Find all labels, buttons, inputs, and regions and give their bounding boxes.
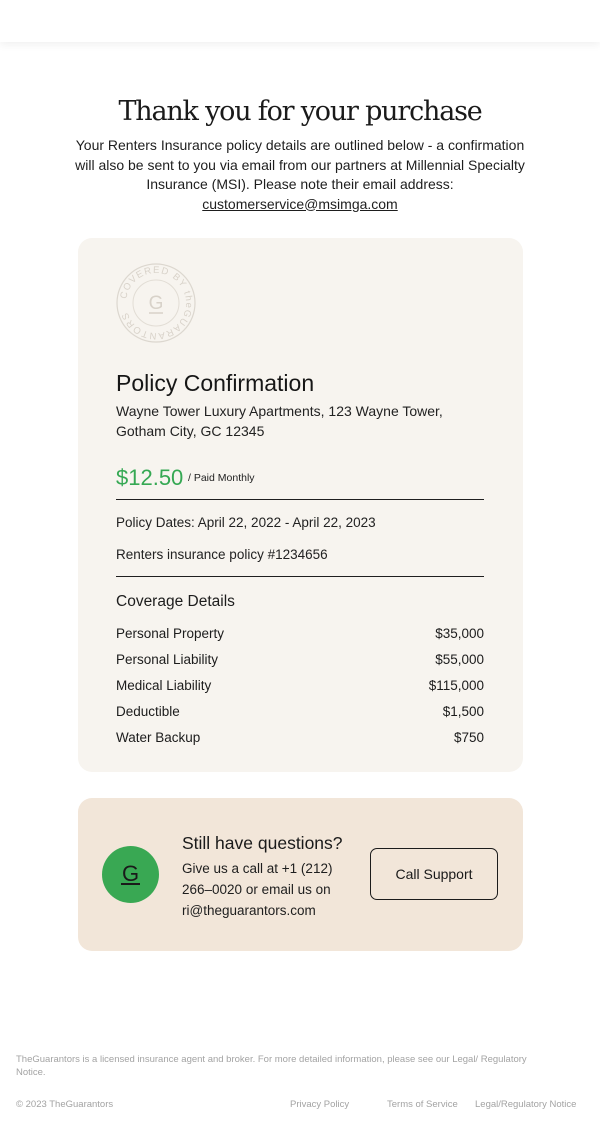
privacy-policy-link[interactable]: Privacy Policy <box>290 1099 350 1110</box>
price-frequency: / Paid Monthly <box>188 472 255 484</box>
coverage-value: $55,000 <box>435 652 484 667</box>
coverage-value: $1,500 <box>442 704 484 719</box>
msi-email-link[interactable]: customerservice@msimga.com <box>202 195 398 212</box>
footer-disclaimer: TheGuarantors is a licensed insurance agent and broker. For more detailed information, please see our Legal/ Regulatory Notice. <box>16 1054 527 1078</box>
coverage-label: Deductible <box>116 704 180 719</box>
divider <box>116 576 484 577</box>
coverage-label: Water Backup <box>116 730 201 745</box>
page-title: Thank you for your purchase <box>118 96 482 127</box>
support-body: Give us a call at +1 (212) 266–0020 or email us on ri@theguarantors.com <box>182 861 333 918</box>
coverage-value: $750 <box>453 730 484 745</box>
coverage-row <box>116 678 484 698</box>
divider <box>116 499 484 500</box>
footer-copyright: © 2023 TheGuarantors <box>16 1099 114 1110</box>
coverage-label: Personal Property <box>116 626 225 641</box>
coverage-value: $35,000 <box>435 626 484 641</box>
svg-text:G: G <box>148 293 164 314</box>
coverage-value: $115,000 <box>428 678 484 693</box>
coverage-label: Medical Liability <box>116 678 212 693</box>
covered-by-seal-icon <box>116 262 196 344</box>
coverage-row <box>116 652 484 672</box>
intro-text <box>70 136 530 214</box>
policy-dates: Policy Dates: April 22, 2022 - April 22, 2023 <box>116 515 376 530</box>
coverage-row <box>116 626 484 646</box>
top-bar <box>0 0 600 42</box>
intro-paragraph: Your Renters Insurance policy details are outlined below - a confirmation will also be sent to you via email from our partners at Millennial Specialty Insurance (MSI). Please note their email address: <box>75 137 525 192</box>
coverage-row <box>116 704 484 724</box>
legal-notice-link[interactable]: Legal/Regulatory Notice <box>475 1099 577 1110</box>
call-support-button[interactable]: Call Support <box>370 848 498 900</box>
monthly-price: $12.50 <box>116 465 184 490</box>
guarantors-logo-icon <box>102 846 159 903</box>
support-title: Still have questions? <box>182 833 343 853</box>
logo-letter: G <box>121 861 140 886</box>
coverage-details-title: Coverage Details <box>116 593 235 610</box>
policy-confirmation-title: Policy Confirmation <box>116 370 315 396</box>
coverage-label: Personal Liability <box>116 652 219 667</box>
terms-of-service-link[interactable]: Terms of Service <box>387 1099 458 1110</box>
coverage-row <box>116 730 484 750</box>
policy-number: Renters insurance policy #1234656 <box>116 547 328 562</box>
seal-text: COVERED BY theGUARANTORS <box>118 264 195 342</box>
property-address: Wayne Tower Luxury Apartments, 123 Wayne Tower, Gotham City, GC 12345 <box>116 403 443 439</box>
